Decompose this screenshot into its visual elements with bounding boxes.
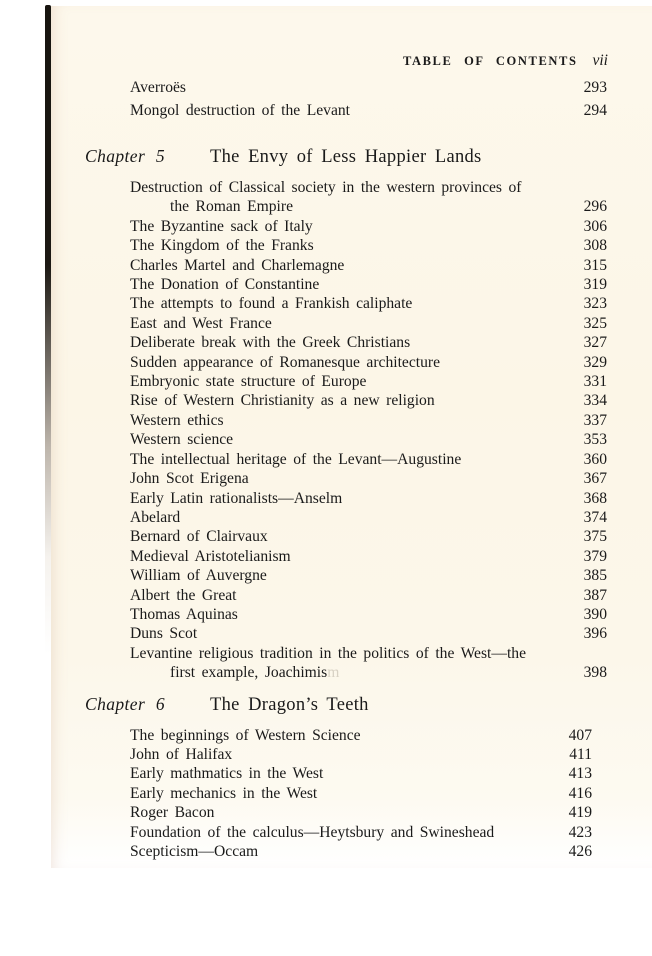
toc-entry xyxy=(51,391,652,410)
toc-entry xyxy=(51,644,652,683)
toc-entry-label: Early mechanics in the West xyxy=(130,784,318,802)
toc-entry xyxy=(51,411,652,430)
toc-entry-line2 xyxy=(130,197,565,216)
toc-entry-page-number: 315 xyxy=(583,256,607,274)
toc-entry-label: Rise of Western Christianity as a new religion xyxy=(130,392,435,410)
toc-entry-label: East and West France xyxy=(130,314,272,332)
toc-entry xyxy=(51,605,652,624)
toc-entry xyxy=(51,842,652,861)
chapter-entries xyxy=(51,726,652,862)
toc-entry xyxy=(51,372,652,391)
chapter-section xyxy=(51,694,652,862)
toc-entry-label: The attempts to found a Frankish caliphate xyxy=(130,295,413,313)
book-spine-edge xyxy=(45,5,51,655)
toc-entry-label: The Donation of Constantine xyxy=(130,276,320,294)
toc-entry xyxy=(51,294,652,313)
toc-entry-page-number: 323 xyxy=(583,295,607,313)
toc-entry-page-number: 419 xyxy=(568,804,592,822)
toc-entry xyxy=(51,745,652,764)
toc-entry-page-number: 416 xyxy=(568,784,592,802)
chapter-heading xyxy=(51,146,652,168)
toc-page xyxy=(51,6,652,868)
toc-entry-label: The Byzantine sack of Italy xyxy=(130,217,313,235)
toc-entry xyxy=(51,450,652,469)
toc-entry-line1: Levantine religious tradition in the politics of the West—the xyxy=(130,644,527,662)
toc-entry-label: John Scot Erigena xyxy=(130,470,249,488)
toc-entry-line1: Destruction of Classical society in the western provinces of xyxy=(130,179,522,196)
toc-entry xyxy=(51,333,652,352)
toc-entry xyxy=(51,527,652,546)
toc-entry-label: Albert the Great xyxy=(130,586,237,604)
toc-entry xyxy=(51,236,652,255)
toc-entry xyxy=(51,256,652,275)
toc-entry xyxy=(51,823,652,842)
toc-entry-line2-text: the Roman Empire xyxy=(170,198,293,216)
toc-entry-label: Medieval Aristotelianism xyxy=(130,547,291,565)
toc-entry-page-number: 390 xyxy=(583,605,607,623)
toc-entry xyxy=(51,217,652,236)
toc-entry xyxy=(51,547,652,566)
chapter-label: Chapter 5 xyxy=(85,146,166,166)
toc-entry-page-number: 337 xyxy=(583,411,607,429)
toc-entry-label: The Kingdom of the Franks xyxy=(130,237,314,255)
toc-entry xyxy=(51,489,652,508)
toc-entry xyxy=(51,178,652,217)
toc-entry-label: Western ethics xyxy=(130,411,224,429)
toc-entry-label: Bernard of Clairvaux xyxy=(130,528,268,546)
chapter-title: The Envy of Less Happier Lands xyxy=(210,147,482,167)
toc-entry xyxy=(51,314,652,333)
chapter-heading xyxy=(51,694,652,716)
carryover-entries xyxy=(51,77,652,122)
toc-entry-label: Thomas Aquinas xyxy=(130,605,238,623)
toc-entry-page-number: 411 xyxy=(569,745,592,763)
toc-entry-page-number: 319 xyxy=(583,276,607,294)
toc-entry-line2-text: first example, Joachimis xyxy=(170,664,328,682)
toc-entry-label: Deliberate break with the Greek Christians xyxy=(130,334,411,352)
running-head-title: TABLE OF CONTENTS xyxy=(402,54,578,68)
toc-entry-page-number: 293 xyxy=(583,79,607,96)
toc-entry xyxy=(51,784,652,803)
toc-entry-page-number: 368 xyxy=(583,489,607,507)
toc-entry-page-number: 327 xyxy=(583,334,607,352)
toc-entry-page-number: 360 xyxy=(583,450,607,468)
toc-entry-page-number: 374 xyxy=(583,508,607,526)
page-folio: vii xyxy=(592,52,608,69)
toc-entry-label: Mongol destruction of the Levant xyxy=(130,101,351,119)
toc-entry-page-number: 334 xyxy=(583,392,607,410)
toc-entry xyxy=(51,469,652,488)
chapter-title: The Dragon’s Teeth xyxy=(210,694,369,715)
toc-entry xyxy=(51,508,652,527)
toc-entry xyxy=(51,586,652,605)
toc-entry xyxy=(51,803,652,822)
toc-entry-page-number: 398 xyxy=(583,664,607,682)
toc-entry-page-number: 331 xyxy=(583,373,607,391)
toc-entry-label xyxy=(130,178,565,217)
toc-entry-label: The intellectual heritage of the Levant—Augustine xyxy=(130,450,462,468)
toc-entry-page-number: 329 xyxy=(583,353,607,371)
toc-entry-label: Duns Scot xyxy=(130,625,198,643)
toc-entry-page-number: 413 xyxy=(568,765,592,783)
toc-entry-page-number: 387 xyxy=(583,586,607,604)
toc-entry-page-number: 407 xyxy=(568,726,592,744)
toc-entry-page-number: 296 xyxy=(583,198,607,216)
toc-entry-label: Abelard xyxy=(130,508,181,526)
toc-entry-label: The beginnings of Western Science xyxy=(130,726,361,744)
toc-entry-page-number: 423 xyxy=(568,823,592,841)
toc-entry-label: Scepticism—Occam xyxy=(130,843,259,860)
toc-entry-page-number: 294 xyxy=(583,101,607,119)
toc-entry-label: Sudden appearance of Romanesque architecture xyxy=(130,353,441,371)
toc-entry xyxy=(51,764,652,783)
toc-entry xyxy=(51,726,652,745)
toc-entry-line2 xyxy=(130,663,565,682)
toc-entry xyxy=(51,353,652,372)
toc-entry xyxy=(51,275,652,294)
toc-entry-label: Western science xyxy=(130,431,234,449)
toc-entry-label: Early mathmatics in the West xyxy=(130,765,324,783)
toc-entry-page-number: 367 xyxy=(583,470,607,488)
running-head xyxy=(51,6,652,70)
toc-entry xyxy=(51,566,652,585)
toc-entry-page-number: 396 xyxy=(583,625,607,643)
toc-entry-label: Roger Bacon xyxy=(130,804,215,822)
toc-entry xyxy=(51,430,652,449)
toc-entry xyxy=(51,77,652,100)
toc-entry-label: John of Halifax xyxy=(130,745,233,763)
toc-entry xyxy=(51,100,652,123)
toc-entry-label: William of Auvergne xyxy=(130,567,267,585)
toc-entry-page-number: 306 xyxy=(583,217,607,235)
toc-entry xyxy=(51,624,652,643)
toc-entry-label: Embryonic state structure of Europe xyxy=(130,373,367,391)
toc-entry-line2-faded-character: m xyxy=(327,664,340,682)
toc-entry-label xyxy=(130,644,565,683)
toc-entry-page-number: 308 xyxy=(583,237,607,255)
toc-entry-page-number: 426 xyxy=(568,843,592,860)
toc-entry-label: Foundation of the calculus—Heytsbury and Swineshead xyxy=(130,823,495,841)
toc-entry-label: Charles Martel and Charlemagne xyxy=(130,256,345,274)
chapter-section xyxy=(51,146,652,683)
toc-entry-page-number: 353 xyxy=(583,431,607,449)
chapter-entries xyxy=(51,178,652,683)
toc-entry-page-number: 375 xyxy=(583,528,607,546)
toc-entry-label: Averroës xyxy=(130,79,186,96)
chapter-sections xyxy=(51,146,652,861)
chapter-label: Chapter 6 xyxy=(85,693,166,714)
toc-entry-page-number: 385 xyxy=(583,567,607,585)
toc-entry-label: Early Latin rationalists—Anselm xyxy=(130,489,343,507)
toc-entry-page-number: 325 xyxy=(583,314,607,332)
toc-entry-page-number: 379 xyxy=(583,547,607,565)
